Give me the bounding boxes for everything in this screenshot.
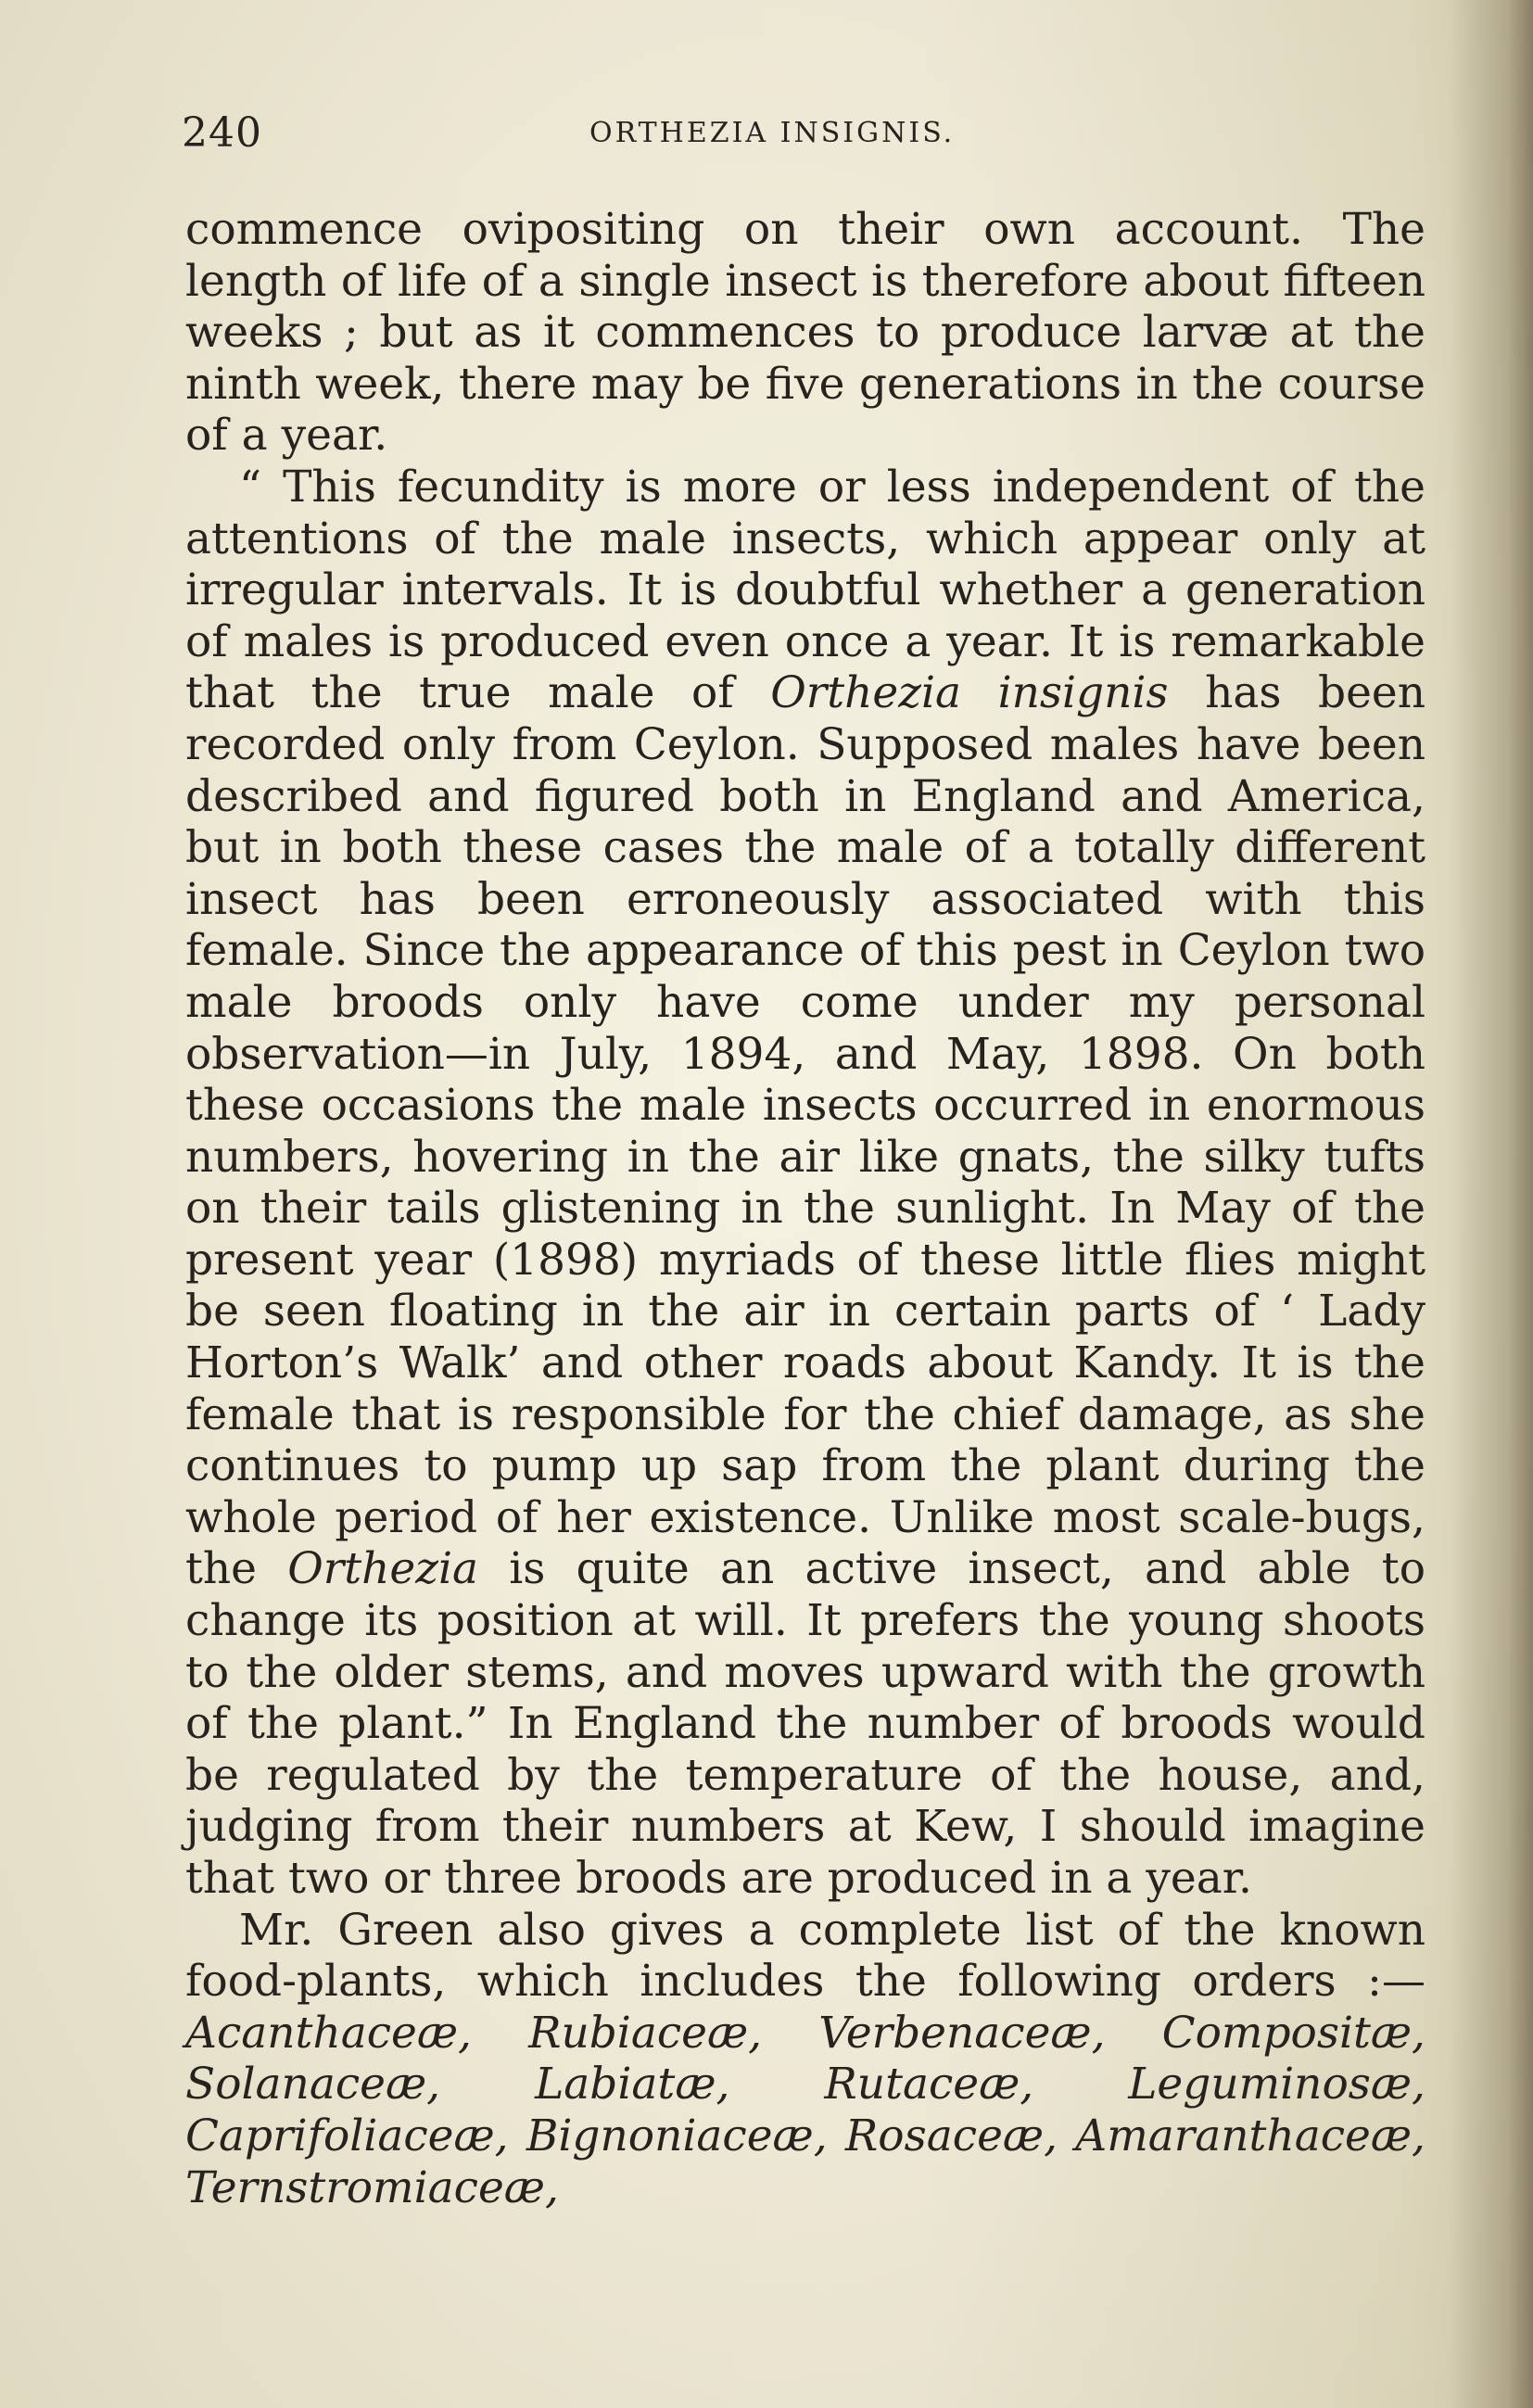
- page-edge-shadow: [1450, 0, 1533, 2408]
- italic-genus-name: Orthezia: [287, 1543, 479, 1595]
- paragraph-2-text-2: has been recorded only from Ceylon. Supposed males have been described and figured both in England and America, but in both these cases the male of a totally different insect has been erroneously associated with this female. Since the appearance of this pest in Ceylon two male broods only have come under my personal observation—in July, 1894, and May, 1898. On both these occasions the male insects occurred in enormous numbers, hovering in the air like gnats, the silky tufts on their tails glistening in the sunlight. In May of the present year (1898) myriads of these little flies might be seen floating in the air in certain parts of ‘ Lady Horton’s Walk’ and other roads about Kandy. It is the female that is responsible for the chief damage, as she continues to pump up sap from the plant during the whole period of her existence. Unlike most scale-bugs, the: [185, 667, 1426, 1595]
- page-header: [182, 109, 1424, 174]
- italic-species-name: Orthezia insignis: [770, 667, 1169, 719]
- paragraph-2: [185, 462, 1425, 1905]
- paragraph-2-text-1: “ This fecundity is more or less independent of the attentions of the male insects, which appear only at irregular intervals. It is doubtful whether a generation of males is produced even once a year. It is remarkable that the true male of: [185, 461, 1425, 719]
- page-number: 240: [182, 109, 262, 157]
- paragraph-1: commence ovipositing on their own account. The length of life of a single insect is therefore about fifteen weeks ; but as it commences to produce larvæ at the ninth week, there may be five generations in the course of a year.: [185, 204, 1425, 462]
- italic-plant-orders: Acanthaceæ, Rubiaceæ, Verbenaceæ, Compositæ, Solanaceæ, Labiatæ, Rutaceæ, Leguminosæ, Caprifoliaceæ, Bignoniaceæ, Rosaceæ, Amaranthaceæ, Ternstromiaceæ,: [185, 2007, 1425, 2213]
- paragraph-2-text-3: is quite an active insect, and able to change its position at will. It prefers the young shoots to the older stems, and moves upward with the growth of the plant.” In England the number of broods would be regulated by the temperature of the house, and, judging from their numbers at Kew, I should imagine that two or three broods are produced in a year.: [185, 1543, 1425, 1904]
- body-text: [185, 204, 1425, 2213]
- paragraph-3: [185, 1905, 1425, 2214]
- paragraph-3-text: Mr. Green also gives a complete list of the known food-plants, which includes the following orders :—: [185, 1904, 1425, 2008]
- running-head: ORTHEZIA INSIGNIS.: [589, 117, 956, 149]
